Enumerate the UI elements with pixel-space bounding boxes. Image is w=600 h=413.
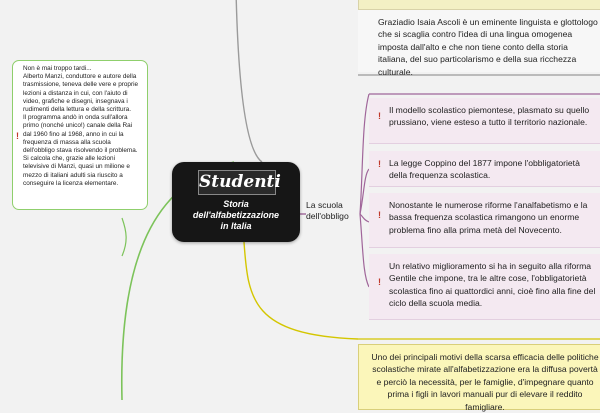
obbligo-item-riforme[interactable] xyxy=(369,193,600,248)
top-partial-card[interactable] xyxy=(358,0,600,10)
obbligo-item-piemontese[interactable] xyxy=(369,98,600,144)
central-topic-node[interactable] xyxy=(172,162,300,242)
obbligo-item-text: Nonostante le numerose riforme l'analfabetismo e la bassa frequenza scolastica rimangono un enorme problema fino alla prima metà del Novecento. xyxy=(389,200,588,235)
obbligo-item-coppino[interactable] xyxy=(369,151,600,187)
obbligo-item-gentile[interactable] xyxy=(369,254,600,320)
obbligo-item-text: La legge Coppino del 1877 impone l'obbligatorietà della frequenza scolastica. xyxy=(389,158,580,181)
important-marker-icon: ! xyxy=(378,111,381,121)
central-topic-title: Storia dell'alfabetizzazione in Italia xyxy=(192,199,280,231)
obbligo-item-text: Un relativo miglioramento si ha in seguito alla riforma Gentile che impone, tra le altre cose, l'obbligatorietà scolastica fino ai quattordici anni, cioè fino alla fine del ciclo della scuola media. xyxy=(389,261,596,309)
manzi-note-text: Non è mai troppo tardi... Alberto Manzi, conduttore e autore della trasmissione, teneva delle vere e proprie lezioni a distanza in cui, con l'aiuto di video, grafiche e disegni, insegnava i rudimenti della lettura e della scrittura. Il programma andò in onda sull'allora primo (nonché unico!) canale della Rai dal 1960 fino al 1968, anno in cui la frequenza di massa alla scuola dell'obbligo stava risolvendo il problema. Si calcola che, grazie alle lezioni televisive di Manzi, quasi un milione e mezzo di italiani adulti sia riuscito a conseguire la licenza elementare. xyxy=(23,65,139,187)
poverty-text: Uno dei principali motivi della scarsa efficacia delle politiche scolastiche mirate all'alfabetizzazione era la diffusa povertà e perciò la necessità, per le famiglie, d'impegnare quanto prima i figli in lavori manuali pur di elevare il reddito famigliare. xyxy=(371,352,599,412)
poverty-connector xyxy=(244,242,358,339)
important-marker-icon: ! xyxy=(378,210,381,220)
obbligo-branch-1 xyxy=(360,94,369,214)
note-connector-tip xyxy=(122,218,126,256)
ascoli-text: Graziadio Isaia Ascoli è un eminente linguista e glottologo che si scaglia contro l'idea di una lingua omogenea imposta dall'alto e che non tiene conto della storia italiana, del suo particolarismo e della sua ricchezza culturale. xyxy=(378,17,598,77)
obbligo-branch-3 xyxy=(360,214,369,222)
poverty-card[interactable] xyxy=(358,344,600,410)
obbligo-item-text: Il modello scolastico piemontese, plasmato su quello prussiano, viene esteso a tutto il territorio nazionale. xyxy=(389,105,590,128)
important-marker-icon: ! xyxy=(16,131,19,141)
manzi-note-card[interactable] xyxy=(12,60,148,210)
important-marker-icon: ! xyxy=(378,159,381,169)
obbligo-branch-4 xyxy=(360,214,369,287)
branch-label-scuola-obbligo[interactable]: La scuola dell'obbligo xyxy=(306,200,349,221)
studenti-logo xyxy=(198,170,281,195)
ascoli-card[interactable] xyxy=(358,10,600,77)
important-marker-icon: ! xyxy=(378,277,381,287)
logo-text: Studenti xyxy=(199,172,281,192)
ascoli-connector xyxy=(236,0,262,162)
